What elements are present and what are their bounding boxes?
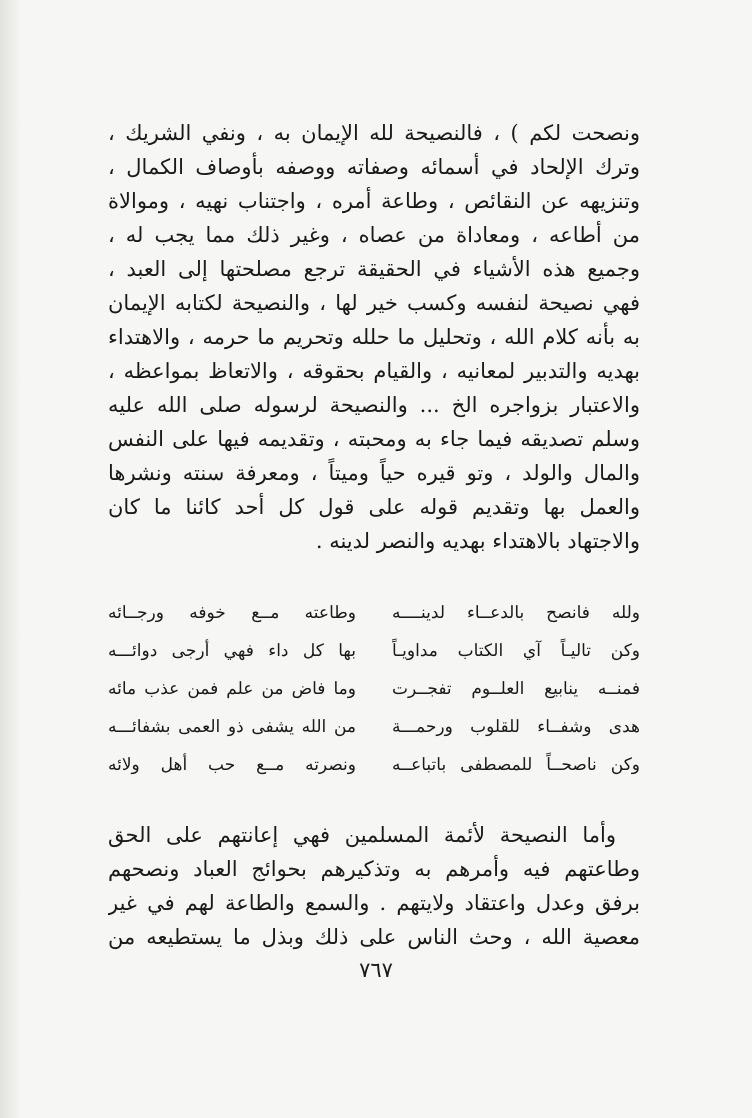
verse-first-hemistich: فمنــه ينابيع العلــوم تفجــرت bbox=[392, 679, 640, 699]
page-edge-shadow bbox=[0, 0, 22, 1118]
verse-first-hemistich: وكن تاليـاً آي الكتاب مداويـاً bbox=[392, 641, 640, 661]
text-line: والاعتبار بزواجره الخ ... والنصيحة لرسوله صلى الله عليه bbox=[108, 393, 640, 417]
text-line: وترك الإلحاد في أسمائه وصفاته ووصفه بأوصاف الكمال ، bbox=[108, 155, 640, 179]
text-line: وسلم تصديقه فيما جاء به ومحبته ، وتقديمه فيها على النفس bbox=[108, 427, 640, 451]
verse-first-hemistich: ولله فانصح بالدعــاء لدينــــه bbox=[392, 603, 640, 623]
text-line: ونصحت لكم ) ، فالنصيحة لله الإيمان به ، ونفي الشريك ، bbox=[108, 121, 640, 145]
poem-verse bbox=[108, 670, 640, 708]
text-line: وطاعتهم فيه وأمرهم به وتذكيرهم بحوائج العباد ونصحهم bbox=[108, 857, 640, 881]
text-line: برفق وعدل واعتقاد ولايتهم . والسمع والطاعة لهم في غير bbox=[108, 891, 640, 915]
poem-verse bbox=[108, 632, 640, 670]
verse-first-hemistich: وكن ناصحــاً للمصطفى باتباعــه bbox=[392, 755, 640, 775]
paragraph-1 bbox=[108, 116, 640, 558]
poem-verse bbox=[108, 708, 640, 746]
verse-second-hemistich: بها كل داء فهي أرجى دوائـــه bbox=[108, 641, 356, 661]
verse-second-hemistich: من الله يشفى ذو العمى بشفائـــه bbox=[108, 717, 356, 737]
verse-second-hemistich: وطاعته مــع خوفه ورجــائه bbox=[108, 603, 356, 623]
text-line: وجميع هذه الأشياء في الحقيقة ترجع مصلحتها إلى العبد ، bbox=[108, 257, 640, 281]
poem bbox=[108, 594, 640, 784]
text-line: معصية الله ، وحث الناس على ذلك وبذل ما يستطيعه من bbox=[108, 925, 640, 949]
verse-second-hemistich: ونصرته مــع حب أهل ولائه bbox=[108, 755, 356, 775]
text-line: والاجتهاد بالاهتداء بهديه والنصر لدينه . bbox=[315, 529, 640, 553]
paragraph-2 bbox=[108, 818, 640, 954]
text-line: وتنزيهه عن النقائص ، وطاعة أمره ، واجتناب نهيه ، وموالاة bbox=[108, 189, 640, 213]
poem-verse bbox=[108, 594, 640, 632]
text-line: وأما النصيحة لأئمة المسلمين فهي إعانتهم على الحق bbox=[108, 823, 616, 847]
text-line: من أطاعه ، ومعاداة من عصاه ، وغير ذلك مما يجب له ، bbox=[108, 223, 640, 247]
poem-verse bbox=[108, 746, 640, 784]
text-line: والعمل بها وتقديم قوله على قول كل أحد كائنا ما كان bbox=[108, 495, 640, 519]
verse-first-hemistich: هدى وشفــاء للقلوب ورحمـــة bbox=[392, 717, 640, 737]
text-line: فهي نصيحة لنفسه وكسب خير لها ، والنصيحة لكتابه الإيمان bbox=[108, 291, 640, 315]
text-line: والمال والولد ، وتو قيره حياً وميتاً ، ومعرفة سنته ونشرها bbox=[108, 461, 640, 485]
verse-second-hemistich: وما فاض من علم فمن عذب مائه bbox=[108, 679, 356, 699]
text-line: بهديه والتدبير لمعانيه ، والقيام بحقوقه ، والاتعاظ بمواعظه ، bbox=[108, 359, 640, 383]
text-line: به بأنه كلام الله ، وتحليل ما حلله وتحريم ما حرمه ، والاهتداء bbox=[108, 325, 640, 349]
page-number: ٧٦٧ bbox=[359, 958, 393, 982]
